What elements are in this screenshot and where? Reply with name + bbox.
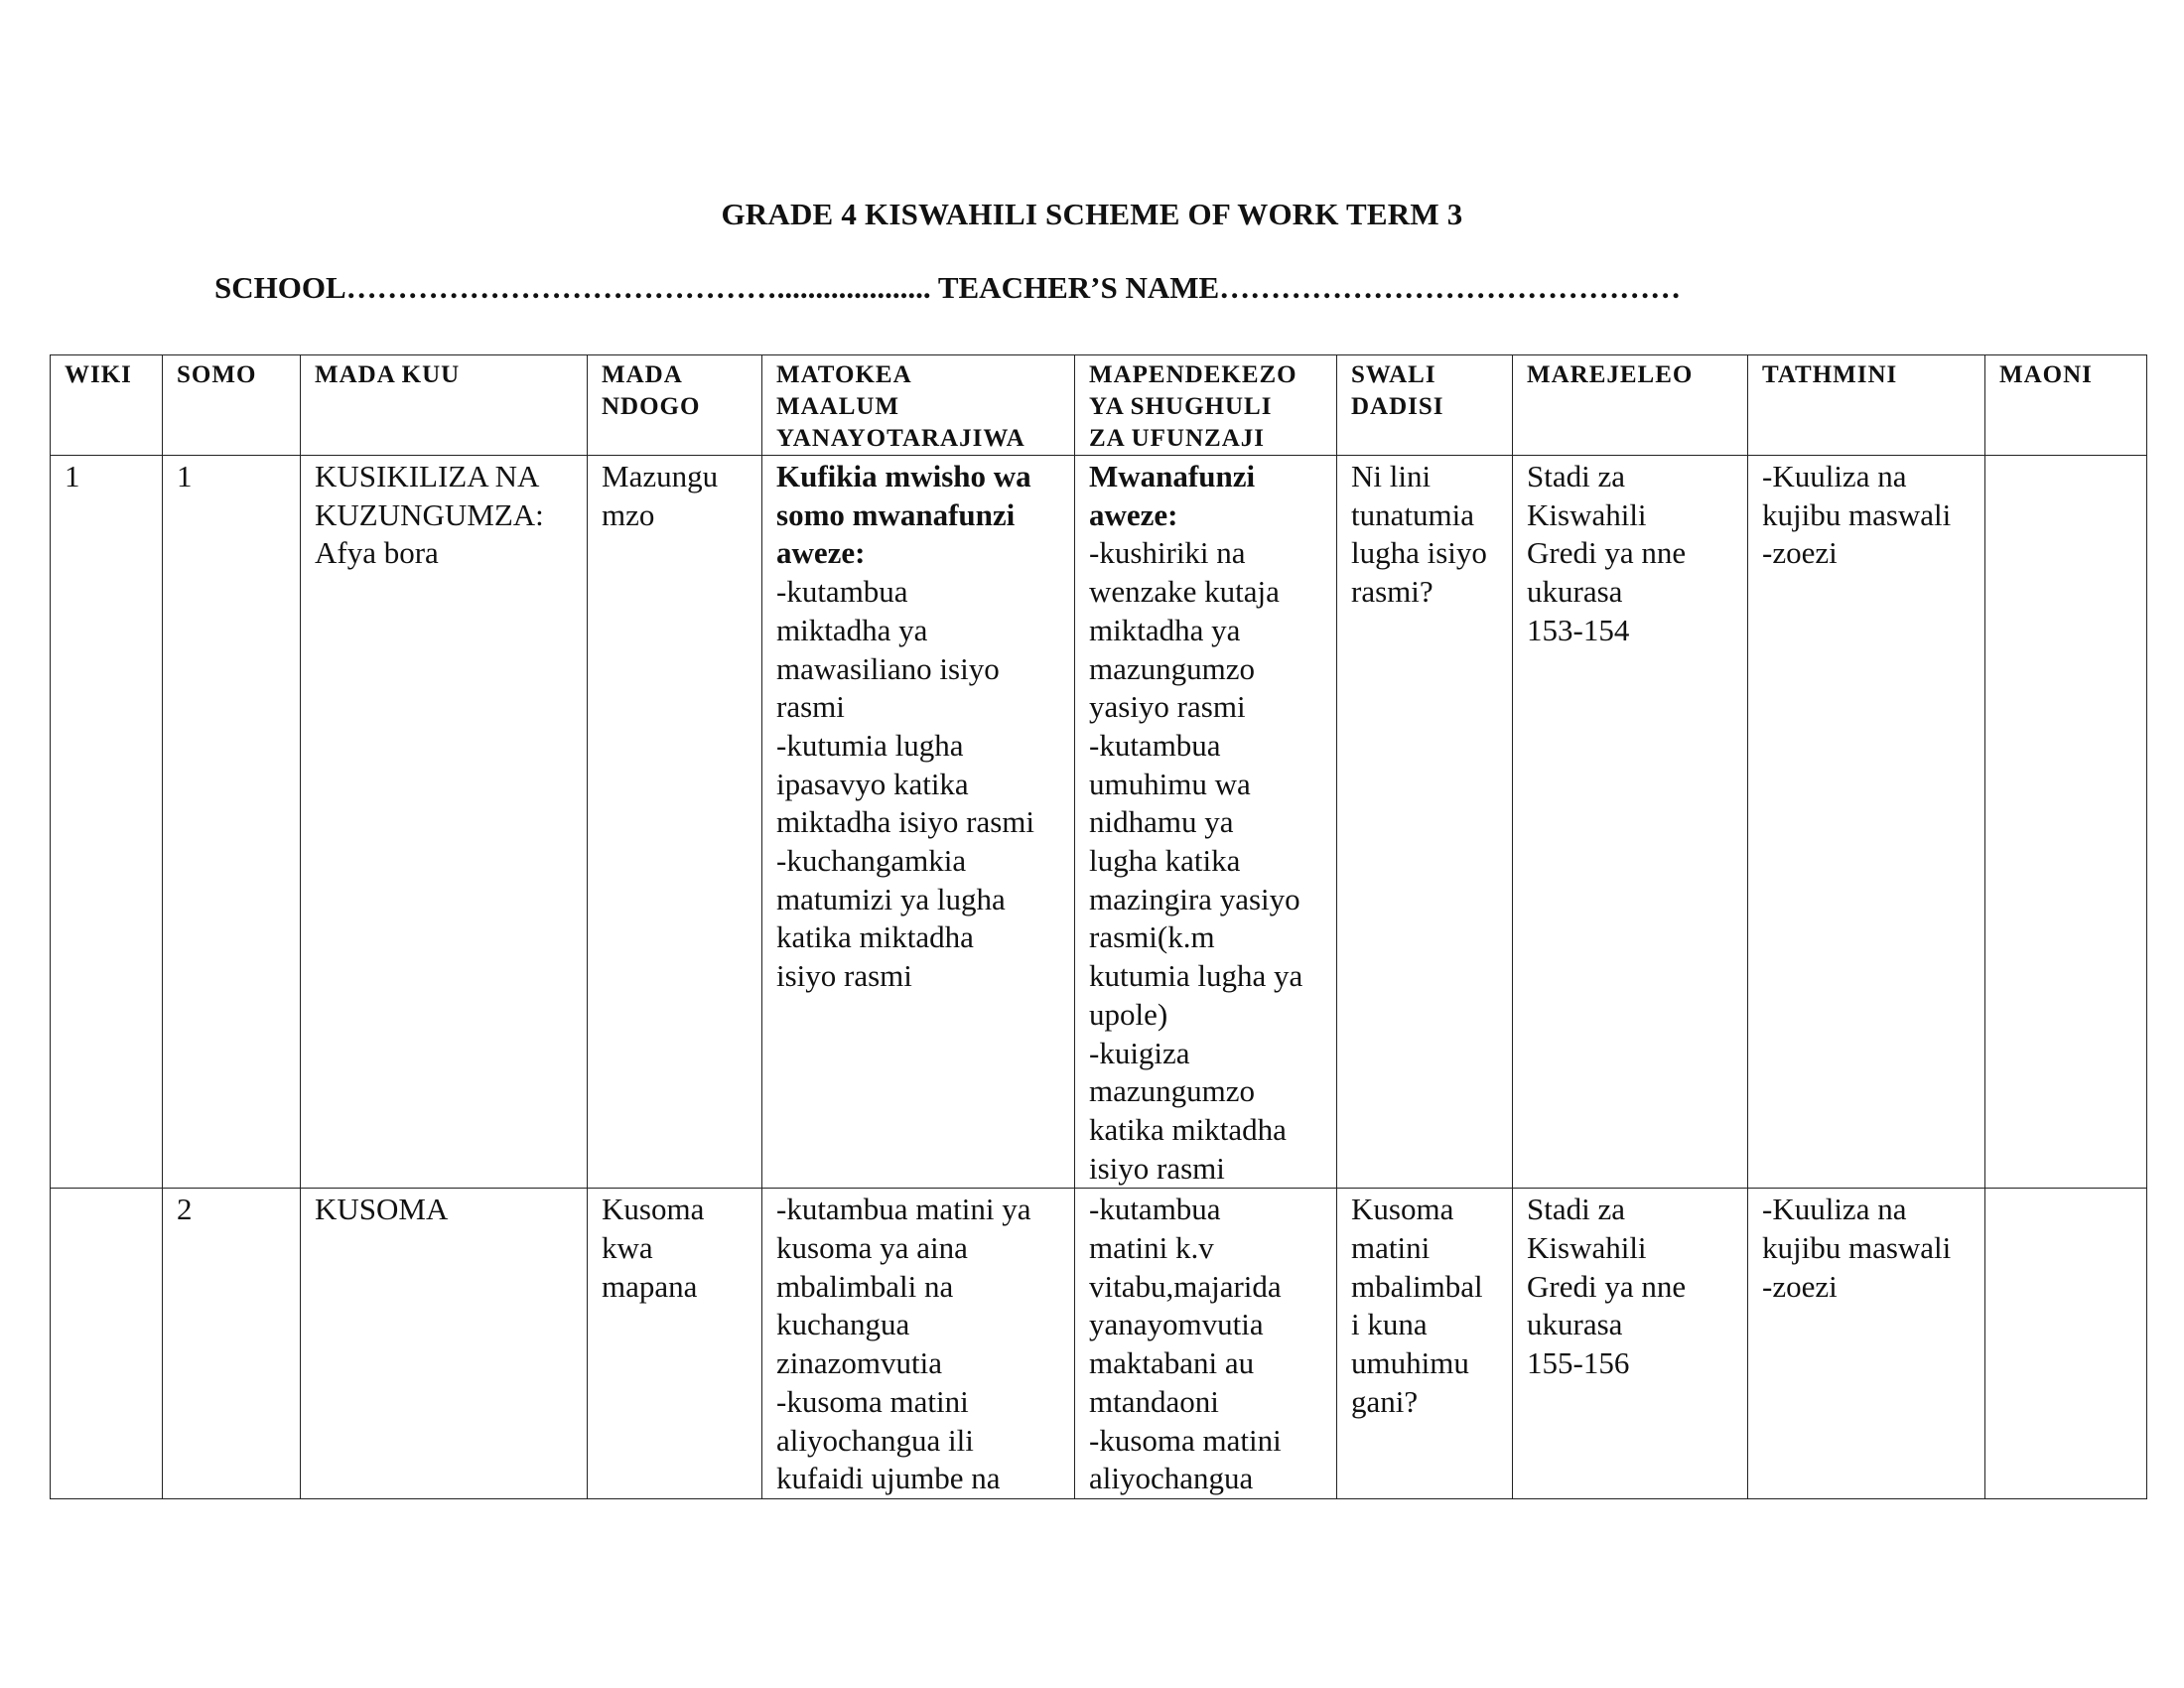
cell-matokea	[762, 456, 1075, 1189]
cell-marejeleo: Stadi za Kiswahili Gredi ya nne ukurasa 155-156	[1513, 1189, 1748, 1499]
col-header-mapendekezo: MAPENDEKEZO YA SHUGHULI ZA UFUNZAJI	[1075, 355, 1337, 456]
col-header-mada-kuu: MADA KUU	[301, 355, 588, 456]
cell-swali-dadisi: Ni lini tunatumia lugha isiyo rasmi?	[1337, 456, 1513, 1189]
cell-mapendekezo	[1075, 456, 1337, 1189]
cell-mada-ndogo: Mazungu mzo	[588, 456, 762, 1189]
matokea-items-text: -kutambua matini ya kusoma ya aina mbalimbali na kuchangua zinazomvutia -kusoma matini aliyochangua ili kufaidi ujumbe na	[776, 1192, 1031, 1496]
cell-maoni	[1985, 1189, 2147, 1499]
mapendekezo-items-text: -kushiriki na wenzake kutaja miktadha ya mazungumzo yasiyo rasmi -kutambua umuhimu wa nidhamu ya lugha katika mazingira yasiyo rasmi(k.m kutumia lugha ya upole) -kuigiza mazungumzo katika miktadha isiyo rasmi	[1089, 535, 1303, 1186]
cell-somo: 1	[163, 456, 301, 1189]
cell-matokea	[762, 1189, 1075, 1499]
cell-marejeleo: Stadi za Kiswahili Gredi ya nne ukurasa 153-154	[1513, 456, 1748, 1189]
col-header-mada-ndogo: MADA NDOGO	[588, 355, 762, 456]
cell-tathmini: -Kuuliza na kujibu maswali -zoezi	[1748, 456, 1985, 1189]
cell-somo: 2	[163, 1189, 301, 1499]
table-row	[51, 1189, 2147, 1499]
cell-mada-ndogo: Kusoma kwa mapana	[588, 1189, 762, 1499]
cell-wiki: 1	[51, 456, 163, 1189]
mapendekezo-items-text: -kutambua matini k.v vitabu,majarida yanayomvutia maktabani au mtandaoni -kusoma matini aliyochangua	[1089, 1192, 1282, 1496]
cell-mada-kuu: KUSIKILIZA NA KUZUNGUMZA: Afya bora	[301, 456, 588, 1189]
col-header-tathmini: TATHMINI	[1748, 355, 1985, 456]
page-title: GRADE 4 KISWAHILI SCHEME OF WORK TERM 3	[721, 197, 1463, 231]
cell-mapendekezo	[1075, 1189, 1337, 1499]
mapendekezo-lead-text: Mwanafunzi aweze:	[1089, 459, 1256, 532]
cell-tathmini: -Kuuliza na kujibu maswali -zoezi	[1748, 1189, 1985, 1499]
matokea-items-text: -kutambua miktadha ya mawasiliano isiyo rasmi -kutumia lugha ipasavyo katika miktadha isiyo rasmi -kuchangamkia matumizi ya lugha katika miktadha isiyo rasmi	[776, 574, 1035, 994]
col-header-maoni: MAONI	[1985, 355, 2147, 456]
col-header-somo: SOMO	[163, 355, 301, 456]
col-header-wiki: WIKI	[51, 355, 163, 456]
cell-swali-dadisi: Kusoma matini mbalimbal i kuna umuhimu gani?	[1337, 1189, 1513, 1499]
col-header-matokea: MATOKEA MAALUM YANAYOTARAJIWA	[762, 355, 1075, 456]
col-header-marejeleo: MAREJELEO	[1513, 355, 1748, 456]
table-row	[51, 456, 2147, 1189]
header-row	[51, 355, 2147, 456]
matokea-lead-text: Kufikia mwisho wa somo mwanafunzi aweze:	[776, 459, 1031, 571]
cell-mada-kuu: KUSOMA	[301, 1189, 588, 1499]
cell-wiki	[51, 1189, 163, 1499]
scheme-of-work-table	[50, 354, 2147, 1499]
school-teacher-line: SCHOOL…………………………………….................... TEACHER’S NAME………………………………………	[214, 270, 1682, 305]
col-header-swali-dadisi: SWALI DADISI	[1337, 355, 1513, 456]
cell-maoni	[1985, 456, 2147, 1189]
